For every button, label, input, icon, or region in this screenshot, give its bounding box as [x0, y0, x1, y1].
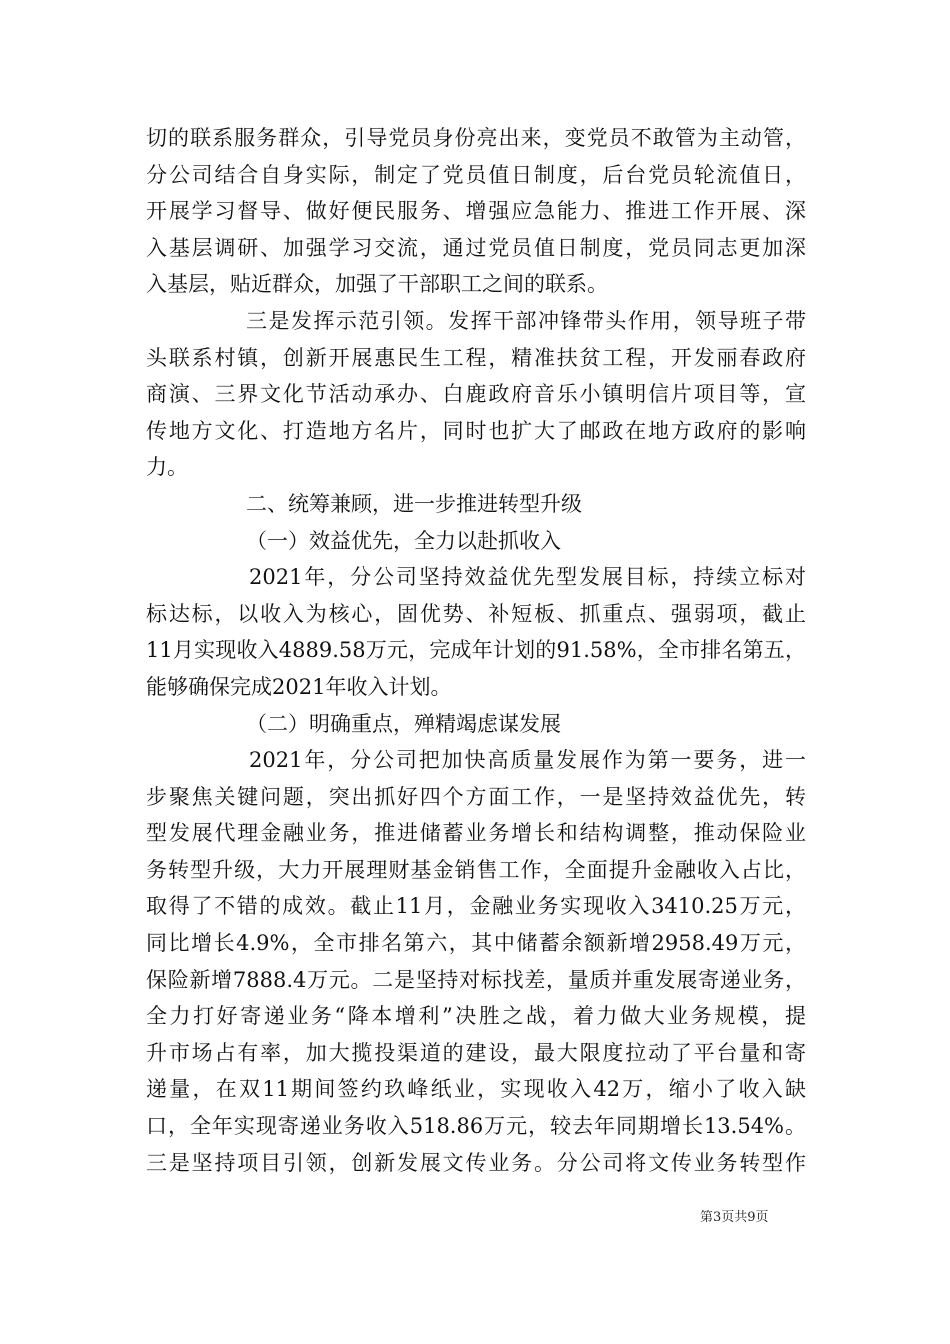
text-line: 三是发挥示范引领。发挥干部冲锋带头作用，领导班子带: [246, 308, 806, 333]
text-line: 商演、三界文化节活动承办、白鹿政府音乐小镇明信片项目等，宣: [146, 382, 806, 407]
text-line: 切的联系服务群众，引导党员身份亮出来，变党员不敢管为主动管，: [146, 126, 806, 150]
text-line: 递量，在双11期间签约玖峰纸业，实现收入42万，缩小了收入缺: [146, 1077, 806, 1102]
text-line: 取得了不错的成效。截止11月，金融业务实现收入3410.25万元，: [146, 894, 806, 919]
text-line: 三是坚持项目引领，创新发展文传业务。分公司将文传业务转型作: [146, 1150, 806, 1175]
text-line: 保险新增7888.4万元。二是坚持对标找差，量质并重发展寄递业务，: [146, 967, 806, 992]
text-line: 头联系村镇，创新开展惠民生工程，精准扶贫工程，开发丽春政府: [146, 345, 806, 370]
text-line: 同比增长4.9%，全市排名第六，其中储蓄余额新增2958.49万元，: [146, 931, 806, 956]
text-line: 力。: [146, 455, 188, 480]
text-line: 入基层，贴近群众，加强了干部职工之间的联系。: [146, 272, 608, 297]
document-body: [146, 120, 806, 1181]
text-line: 分公司结合自身实际，制定了党员值日制度，后台党员轮流值日，: [146, 162, 806, 187]
text-line: 开展学习督导、做好便民服务、增强应急能力、推进工作开展、深: [146, 199, 806, 224]
text-line: 口，全年实现寄递业务收入518.86万元，较去年同期增长13.54%。: [146, 1114, 806, 1139]
text-line: 入基层调研、加强学习交流，通过党员值日制度，党员同志更加深: [146, 235, 806, 260]
text-line: 升市场占有率，加大揽投渠道的建设，最大限度拉动了平台量和寄: [146, 1040, 806, 1065]
text-line: 二、统筹兼顾，进一步推进转型升级: [246, 491, 582, 516]
text-line: 传地方文化、打造地方名片，同时也扩大了邮政在地方政府的影响: [146, 418, 806, 443]
page-number: 第3页共9页: [700, 1210, 769, 1225]
text-line: 2021年，分公司坚持效益优先型发展目标，持续立标对: [249, 565, 806, 590]
text-line: 能够确保完成2021年收入计划。: [146, 674, 452, 699]
text-line: （二）明确重点，殚精竭虑谋发展: [246, 711, 561, 736]
text-line: 2021年，分公司把加快高质量发展作为第一要务，进一: [249, 748, 806, 773]
text-line: 步聚焦关键问题，突出抓好四个方面工作，一是坚持效益优先，转: [146, 784, 806, 809]
text-line: 标达标，以收入为核心，固优势、补短板、抓重点、强弱项，截止: [146, 601, 806, 626]
text-line: 务转型升级，大力开展理财基金销售工作，全面提升金融收入占比，: [146, 857, 806, 882]
text-line: 型发展代理金融业务，推进储蓄业务增长和结构调整，推动保险业: [146, 821, 806, 846]
text-line: 11月实现收入4889.58万元，完成年计划的91.58%，全市排名第五，: [146, 638, 806, 663]
text-line: 全力打好寄递业务“降本增利”决胜之战，着力做大业务规模，提: [146, 1004, 806, 1029]
text-line: （一）效益优先，全力以赴抓收入: [246, 528, 561, 553]
